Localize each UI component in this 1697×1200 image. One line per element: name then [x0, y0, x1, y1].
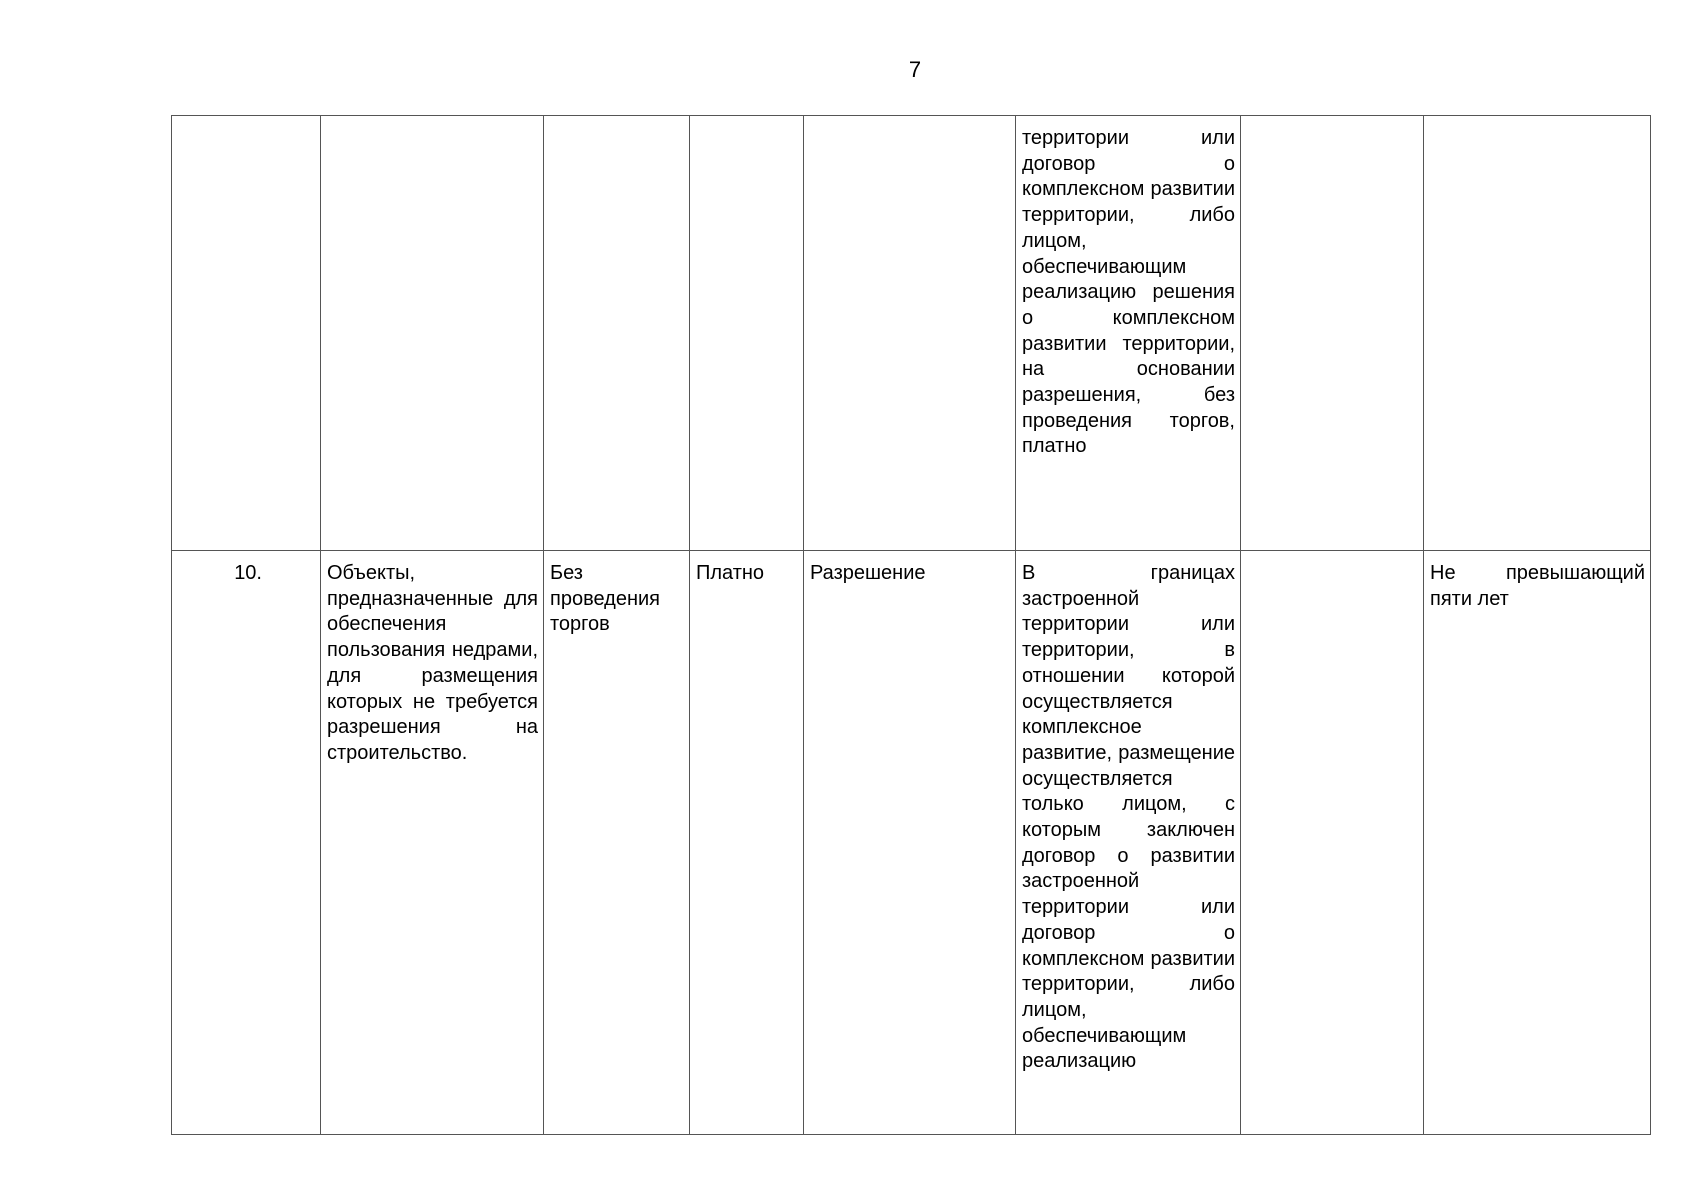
row-number-cell: 10.	[172, 551, 321, 1135]
regulation-table	[171, 115, 1651, 1135]
payment-cell: Платно	[690, 551, 804, 1135]
procedure-cell	[544, 116, 690, 551]
payment-cell	[690, 116, 804, 551]
object-cell: Объекты, предназначенные для обеспечения пользования недрами, для размещения которых не требуется разрешения на строительство.	[321, 551, 544, 1135]
extra-cell	[1241, 116, 1424, 551]
procedure-cell: Без проведения торгов	[544, 551, 690, 1135]
object-cell	[321, 116, 544, 551]
conditions-cell: В границах застроенной территории или территории, в отношении которой осуществляется комплексное развитие, размещение осуществляется только лицом, с которым заключен договор о развитии застроенной территории или договор о комплексном развитии территории, либо лицом, обеспечивающим реализацию	[1016, 551, 1241, 1135]
row-number-cell	[172, 116, 321, 551]
term-cell: Не превышающий пяти лет	[1424, 551, 1651, 1135]
basis-cell	[804, 116, 1016, 551]
table-row	[172, 116, 1651, 551]
page-number: 7	[908, 57, 922, 82]
extra-cell	[1241, 551, 1424, 1135]
conditions-cell: территории или договор о комплексном развитии территории, либо лицом, обеспечивающим реализацию решения о комплексном развитии территории, на основании разрешения, без проведения торгов, платно	[1016, 116, 1241, 551]
term-cell	[1424, 116, 1651, 551]
table-row	[172, 551, 1651, 1135]
basis-cell: Разрешение	[804, 551, 1016, 1135]
